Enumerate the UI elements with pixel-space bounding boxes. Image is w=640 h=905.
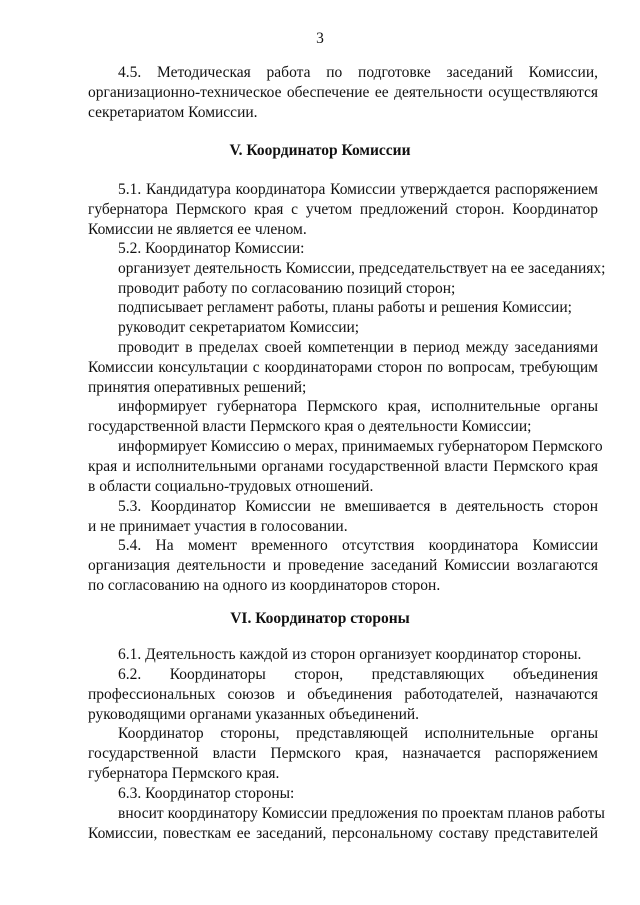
text-line: 6.3. Координатор стороны:	[118, 785, 295, 802]
text-line: края и исполнительными органами государственной власти Пермского края	[88, 457, 598, 475]
text-line: руководящими органами указанных объединений.	[88, 705, 420, 723]
text-line: Комиссии, повесткам ее заседаний, персональному составу представителей	[88, 824, 598, 842]
text-line: 5.3. Координатор Комиссии не вмешивается в деятельность сторон	[118, 498, 598, 515]
text-line: по согласованию на одного из координаторов сторон.	[88, 576, 441, 594]
paragraph-6-1	[88, 645, 598, 665]
text-line: организация деятельности и проведение заседаний Комиссии возлагаются	[88, 556, 598, 574]
list-item: подписывает регламент работы, планы работы и решения Комиссии;	[118, 299, 572, 317]
text-line: профессиональных союзов и объединения работодателей, назначаются	[88, 685, 598, 703]
paragraph-4-5	[88, 63, 598, 122]
paragraph-5-1	[88, 180, 598, 239]
text-line: Комиссии консультации с координаторами сторон по вопросам, требующим	[88, 358, 598, 376]
list-item: организует деятельность Комиссии, председательствует на ее заседаниях;	[118, 259, 606, 277]
text-line: губернатора Пермского края.	[88, 764, 280, 782]
text-line: в области социально-трудовых отношений.	[88, 477, 374, 495]
text-line: 6.1. Деятельность каждой из сторон организует координатор стороны.	[118, 646, 582, 663]
text-line: 5.1. Кандидатура координатора Комиссии утверждается распоряжением	[118, 181, 598, 198]
paragraph-5-3	[88, 497, 598, 537]
text-line: и не принимает участия в голосовании.	[88, 517, 348, 535]
text-line: 4.5. Методическая работа по подготовке заседаний Комиссии,	[118, 64, 598, 81]
text-line: 5.4. На момент временного отсутствия координатора Комиссии	[118, 537, 598, 554]
text-line: проводит в пределах своей компетенции в период между заседаниями	[118, 338, 598, 356]
text-line: 6.2. Координаторы сторон, представляющих объединения	[118, 666, 598, 683]
text-line: информирует Комиссию о мерах, принимаемых губернатором Пермского	[118, 437, 603, 455]
section-heading-vi: VI. Координатор стороны	[230, 610, 410, 627]
text-line: секретариатом Комиссии.	[88, 103, 258, 121]
paragraph-5-4	[88, 536, 598, 595]
text-line: вносит координатору Комиссии предложения по проектам планов работы	[118, 804, 605, 822]
text-line: губернатора Пермского края с учетом предложений сторон. Координатор	[88, 200, 598, 218]
text-line: принятия оперативных решений;	[88, 378, 307, 396]
paragraph-5-2	[88, 239, 606, 496]
list-item: руководит секретариатом Комиссии;	[118, 319, 360, 337]
text-line: информирует губернатора Пермского края, исполнительные органы	[118, 398, 598, 416]
text-line: государственной власти Пермского края, назначается распоряжением	[88, 745, 598, 763]
page-number: 3	[316, 30, 324, 47]
text-line: 5.2. Координатор Комиссии:	[118, 240, 305, 257]
text-line: организационно-техническое обеспечение ее деятельности осуществляются	[88, 83, 598, 101]
paragraph-6-3	[88, 784, 605, 843]
list-item: проводит работу по согласованию позиций сторон;	[118, 279, 456, 297]
text-line: Координатор стороны, представляющей исполнительные органы	[118, 725, 598, 743]
text-line: Комиссии не является ее членом.	[88, 220, 307, 238]
section-heading-v: V. Координатор Комиссии	[229, 142, 411, 159]
paragraph-6-2	[88, 665, 598, 784]
text-line: государственной власти Пермского края о деятельности Комиссии;	[88, 418, 532, 436]
